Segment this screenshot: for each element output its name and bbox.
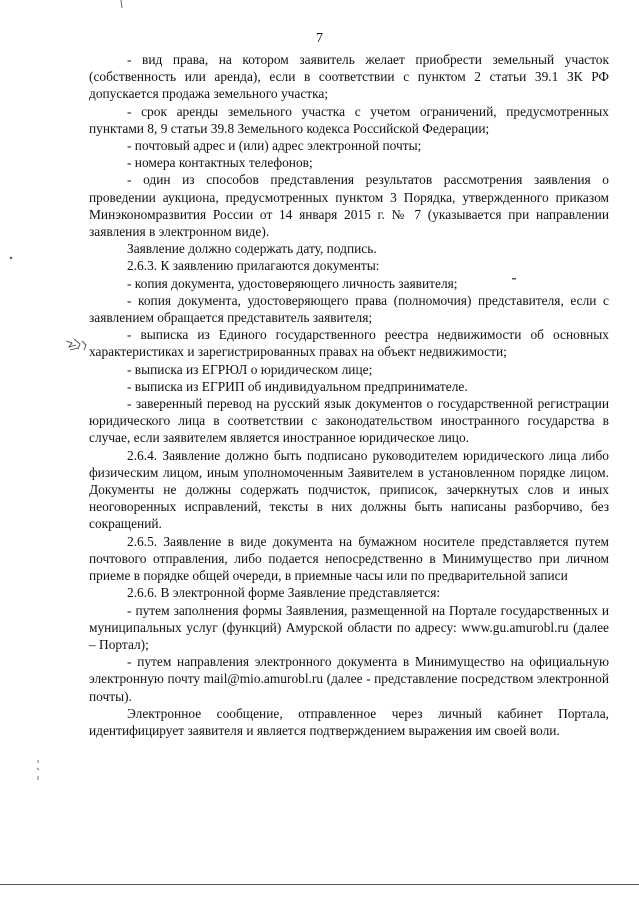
page-number: 7 (316, 31, 323, 46)
paragraph-p17: - путем заполнения формы Заявления, размещенной на Портале государственных и муниципальных услуг (функций) Амурской области по адресу: www.gu.amurobl.ru (далее – Портал); (89, 602, 609, 652)
paragraph-p2: - срок аренды земельного участка с учетом ограничений, предусмотренных пунктами 8, 9 статьи 39.8 Земельного кодекса Российской Федерации; (89, 103, 609, 136)
paragraph-p10: - выписка из Единого государственного реестра недвижимости об основных характеристиках и зарегистрированных правах на объект недвижимости; (89, 327, 609, 360)
scan-artifact-dot (512, 277, 518, 281)
paragraph-p7: 2.6.3. К заявлению прилагаются документы: (127, 258, 380, 274)
paragraph-p5: - один из способов представления результатов рассмотрения заявления о проведении аукциона, предусмотренных пунктом 3 Порядка, утвержденного приказом Минэкономразвития России от 14 января 2015 г. № 7 (указывается при направлении заявления в электронном виде). (89, 172, 609, 240)
paragraph-p4: - номера контактных телефонов; (127, 155, 313, 171)
scan-artifact-hole-mark (64, 335, 92, 355)
paragraph-p8: - копия документа, удостоверяющего личность заявителя; (127, 275, 458, 291)
bottom-edge-line (0, 884, 639, 885)
scan-artifact-left (8, 255, 14, 261)
paragraph-p9: - копия документа, удостоверяющего права (полномочия) представителя, если с заявлением обращается представитель заявителя; (89, 292, 609, 326)
paragraph-p1: - вид права, на котором заявитель желает приобрести земельный участок (собственность или аренда), если в соответствии с пунктом 2 статьи 39.1 ЗК РФ допускается продажа земельного участка; (89, 52, 609, 102)
paragraph-p14: 2.6.4. Заявление должно быть подписано руководителем юридического лица либо физическим лицом, иным уполномоченным Заявителем в установленном порядке лицом. Документы не должны содержать подчисток, приписок, зачеркнутых слов и иных неоговоренных исправлений, тексты в них должны быть написаны разборчиво, без сокращений. (89, 447, 609, 532)
document-body (89, 51, 609, 739)
paragraph-p11: - выписка из ЕГРЮЛ о юридическом лице; (127, 361, 373, 377)
paragraph-p15: 2.6.5. Заявление в виде документа на бумажном носителе представляется путем почтового отправления, либо подается непосредственно в Минимущество при личном приеме в порядке общей очереди, в приемные часы или по предварительной записи (89, 533, 609, 584)
scan-artifact-top (118, 0, 124, 10)
paragraph-p6: Заявление должно содержать дату, подпись. (127, 241, 377, 257)
scan-artifact-left-lower (34, 758, 42, 784)
paragraph-p19: Электронное сообщение, отправленное через личный кабинет Портала, идентифицирует заявителя и является подтверждением выражения им своей воли. (89, 705, 609, 738)
paragraph-p13: - заверенный перевод на русский язык документов о государственной регистрации юридического лица в соответствии с законодательством иностранного государства в случае, если заявителем является иностранное юридическое лицо. (89, 396, 609, 446)
paragraph-p3: - почтовый адрес и (или) адрес электронной почты; (127, 138, 422, 154)
paragraph-p12: - выписка из ЕГРИП об индивидуальном предпринимателе. (127, 378, 468, 394)
paragraph-p18: - путем направления электронного документа в Минимущество на официальную электронную почту mail@mio.amurobl.ru (далее - представление посредством электронной почты). (89, 654, 609, 704)
paragraph-p16: 2.6.6. В электронной форме Заявление представляется: (127, 585, 441, 601)
